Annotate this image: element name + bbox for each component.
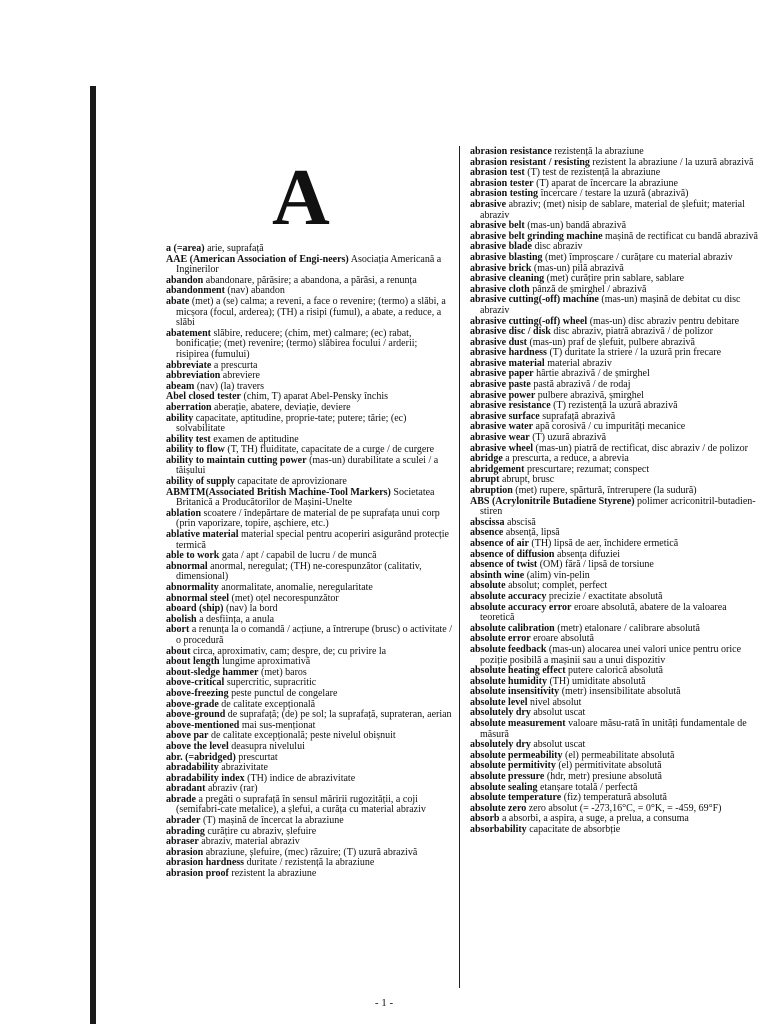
dictionary-entry bbox=[166, 414, 452, 435]
dictionary-entry bbox=[166, 329, 452, 361]
dictionary-entry bbox=[166, 255, 452, 276]
entry-definition: (met) curățire prin sablare, sablare bbox=[546, 273, 685, 285]
entry-definition: (OM) fără / lipsă de torsiune bbox=[539, 559, 654, 571]
entry-headword: abrasive belt grinding machine bbox=[470, 230, 603, 242]
entry-headword: ability of supply bbox=[166, 476, 235, 488]
entry-headword: abrasion resistance bbox=[470, 146, 552, 157]
entry-definition: nivel absolut bbox=[530, 696, 582, 708]
entry-headword: abrasion testing bbox=[470, 188, 539, 200]
dictionary-entry bbox=[470, 825, 758, 836]
entry-headword: abrasive cloth bbox=[470, 283, 530, 295]
entry-headword: about bbox=[166, 645, 191, 657]
entry-definition: (met) rupere, spărtură, întrerupere (la sudură) bbox=[515, 485, 697, 496]
entry-definition: (mas-un) pilă abrazivă bbox=[533, 262, 624, 274]
entry-definition: mașină de rectificat cu bandă abrazivă bbox=[605, 230, 758, 242]
entry-definition: abrupt, brusc bbox=[501, 474, 555, 486]
entry-headword: abradability index bbox=[166, 772, 245, 784]
entry-definition: (T) aparat de încercare la abraziune bbox=[536, 177, 678, 189]
entry-definition: pânză de șmirghel / abrazivă bbox=[532, 283, 647, 295]
entry-headword: abrasion hardness bbox=[166, 857, 245, 869]
entry-definition: (mas-un) disc abraziv pentru debitare bbox=[589, 315, 740, 327]
dictionary-entry bbox=[470, 295, 758, 316]
entry-definition: a pregăti o suprafață în sensul măririi rugozității, a coji (semifabri-cate metalice), a șlefui, a curăța cu material abraziv bbox=[176, 793, 426, 816]
entry-definition: a renunța la o comandă / acțiune, a întrerupe (brusc) o activitate / o procedură bbox=[176, 624, 453, 646]
entry-headword: abandon bbox=[166, 274, 204, 286]
entry-headword: aberration bbox=[166, 401, 212, 413]
entry-definition: a prescurta bbox=[213, 359, 258, 371]
entry-headword: abrader bbox=[166, 815, 201, 827]
entry-definition: (hdr, metr) presiune absolută bbox=[546, 771, 662, 783]
entry-definition: suprafață abrazivă bbox=[542, 410, 616, 422]
entry-definition: (metr) etalonare / calibrare absolută bbox=[557, 622, 700, 634]
entry-headword: abridge bbox=[470, 453, 503, 465]
entry-headword: absolute calibration bbox=[470, 622, 555, 634]
entry-headword: above-mentioned bbox=[166, 719, 240, 731]
entry-definition: eroare absolută, abatere de la valoarea teoretică bbox=[480, 601, 727, 624]
entry-headword: above-grade bbox=[166, 698, 219, 710]
entry-definition: abraziv, material abraziv bbox=[201, 836, 300, 848]
entry-definition: (nav) abandon bbox=[227, 285, 285, 297]
entry-headword: absolute accuracy bbox=[470, 590, 547, 602]
entry-definition: (el) permitivitate absolută bbox=[558, 760, 662, 772]
entry-definition: (mas-un) piatră de rectificat, disc abraziv / de polizor bbox=[535, 442, 748, 454]
entry-headword: absorb bbox=[470, 813, 500, 825]
entry-definition: etanșare totală / perfectă bbox=[540, 781, 638, 793]
entry-headword: AAE (American Association of Engi-neers) bbox=[166, 253, 349, 265]
entry-definition: rezistent la abraziune bbox=[231, 868, 317, 880]
entry-headword: absolutely dry bbox=[470, 739, 531, 751]
entry-headword: absolute feedback bbox=[470, 643, 547, 655]
entry-headword: absolute temperature bbox=[470, 792, 562, 804]
entry-definition: absolut uscat bbox=[533, 739, 586, 751]
entry-definition: a desființa, a anula bbox=[199, 613, 275, 625]
entry-headword: abrupt bbox=[470, 474, 500, 486]
entry-headword: abrasive paper bbox=[470, 368, 534, 380]
entry-definition: absența difuziei bbox=[556, 548, 620, 560]
entry-definition: prescurtat bbox=[238, 751, 278, 763]
dictionary-entry bbox=[166, 562, 452, 583]
entry-definition: disc abraziv, piatră abrazivă / de polizor bbox=[553, 326, 713, 338]
entry-definition: capacitate, aptitudine, proprie-tate; putere; tărie; (ec) solvabilitate bbox=[176, 412, 407, 435]
entry-definition: absență, lipsă bbox=[505, 527, 560, 539]
entry-headword: absolute heating effect bbox=[470, 665, 566, 677]
entry-headword: absolute bbox=[470, 580, 506, 592]
entry-definition: hârtie abrazivă / de șmirghel bbox=[536, 368, 650, 380]
entry-definition: circa, aproximativ, cam; despre, de; cu privire la bbox=[192, 645, 387, 657]
dictionary-entry bbox=[470, 497, 758, 518]
entry-definition: de calitate excepțională; peste nivelul obișnuit bbox=[211, 730, 396, 742]
entry-definition: (T) test de rezistență la abraziune bbox=[527, 167, 661, 179]
entry-definition: (mas-un) praf de șlefuit, pulbere abrazivă bbox=[529, 336, 695, 348]
entry-definition: rezistență la abraziune bbox=[554, 146, 644, 157]
entry-definition: aberație, abatere, deviație, deviere bbox=[214, 401, 351, 413]
entry-headword: abr. (=abridged) bbox=[166, 751, 236, 763]
entry-headword: ABMTM(Associated British Machine-Tool Markers) bbox=[166, 486, 391, 498]
entry-headword: abrasion test bbox=[470, 167, 525, 179]
entry-headword: abnormal bbox=[166, 560, 208, 572]
entry-definition: (TH) lipsă de aer, închidere ermetică bbox=[531, 537, 679, 549]
entry-definition: polimer acriconitril-butadien-stiren bbox=[480, 495, 756, 518]
entry-headword: about-sledge hammer bbox=[166, 666, 259, 678]
dictionary-entry bbox=[166, 488, 452, 509]
entry-headword: absolute zero bbox=[470, 802, 527, 814]
entry-headword: ability to flow bbox=[166, 444, 225, 456]
entry-headword: absolute humidity bbox=[470, 675, 547, 687]
entry-headword: abrade bbox=[166, 793, 196, 805]
dictionary-entry bbox=[470, 645, 758, 666]
entry-headword: abbreviate bbox=[166, 359, 212, 371]
entry-definition: a absorbi, a aspira, a suge, a prelua, a consuma bbox=[501, 813, 689, 825]
entry-headword: absence of twist bbox=[470, 559, 538, 571]
entry-definition: (TH) umiditate absolută bbox=[549, 675, 646, 687]
entry-definition: de suprafață; (de) pe sol; la suprafață, suprateran, aerian bbox=[227, 709, 452, 721]
entry-definition: peste punctul de congelare bbox=[231, 687, 338, 699]
dictionary-entry bbox=[166, 869, 452, 880]
entry-definition: absolut; complet, perfect bbox=[508, 580, 608, 592]
entry-definition: (T) mașină de încercat la abraziune bbox=[202, 815, 344, 827]
entry-definition: (nav) (la) travers bbox=[196, 380, 265, 392]
entry-headword: abrasive cutting(-off) machine bbox=[470, 294, 599, 306]
entry-definition: (TH) indice de abrazivitate bbox=[247, 772, 356, 784]
entry-headword: abrasive cutting(-off) wheel bbox=[470, 315, 588, 327]
entry-definition: anormalitate, anomalie, neregularitate bbox=[221, 582, 373, 593]
entry-headword: abatement bbox=[166, 327, 211, 339]
entry-headword: abrasive brick bbox=[470, 262, 532, 274]
entry-definition: (mas-un) alocarea unei valori unice pentru orice poziție posibilă a mașinii sau a unui dispozitiv bbox=[480, 643, 742, 666]
entry-headword: a (=area) bbox=[166, 243, 205, 254]
entry-definition: abraziv (rar) bbox=[207, 783, 258, 795]
page-number: - 1 - bbox=[374, 997, 394, 1009]
entry-definition: Societatea Britanică a Producătorilor de Mașini-Unelte bbox=[176, 486, 435, 509]
entry-definition: anormal, neregulat; (TH) ne-corespunzător (calitativ, dimensional) bbox=[176, 560, 422, 583]
entry-headword: above-freezing bbox=[166, 687, 229, 699]
entry-definition: abscisă bbox=[506, 516, 536, 528]
entry-headword: absence bbox=[470, 527, 504, 539]
entry-definition: absolut uscat bbox=[533, 707, 586, 719]
entry-definition: (met) oțel necorespunzător bbox=[231, 592, 339, 604]
entry-definition: (met) baros bbox=[261, 666, 307, 678]
entry-definition: pulbere abrazivă, șmirghel bbox=[537, 389, 644, 401]
entry-definition: eroare absolută bbox=[533, 633, 594, 645]
entry-headword: absence of diffusion bbox=[470, 548, 555, 560]
entry-headword: ability bbox=[166, 412, 194, 424]
entry-headword: ABS (Acrylonitrile Butadiene Styrene) bbox=[470, 495, 635, 507]
entry-definition: a prescurta, a reduce, a abrevia bbox=[505, 453, 629, 465]
entry-headword: abolish bbox=[166, 613, 197, 625]
dictionary-entry bbox=[166, 530, 452, 551]
entry-definition: rezistent la abraziune / la uzură abrazivă bbox=[592, 156, 754, 168]
entry-headword: absolute permitivity bbox=[470, 760, 556, 772]
entry-definition: slăbire, reducere; (chim, met) calmare; (ec) rabat, bonificație; (met) revenire; (termo) slăbirea focului / arderii; risipirea (fumului) bbox=[176, 327, 418, 360]
entry-headword: abnormal steel bbox=[166, 592, 230, 604]
entry-headword: abruption bbox=[470, 485, 513, 496]
entry-definition: curățire cu abraziv, șlefuire bbox=[207, 825, 317, 837]
entry-headword: absolute sealing bbox=[470, 781, 538, 793]
entry-definition: (met) împroșcare / curățare cu material abraziv bbox=[545, 251, 733, 263]
entry-headword: abradability bbox=[166, 762, 219, 774]
entry-headword: about length bbox=[166, 656, 220, 668]
entry-definition: lungime aproximativă bbox=[222, 656, 311, 668]
entry-headword: absence of air bbox=[470, 537, 529, 549]
entry-headword: ablation bbox=[166, 507, 202, 519]
entry-definition: (mas-un) bandă abrazivă bbox=[527, 220, 627, 232]
dictionary-entry bbox=[166, 509, 452, 530]
entry-definition: capacitate de aprovizionare bbox=[237, 476, 347, 488]
entry-headword: abrasive cleaning bbox=[470, 273, 545, 285]
entry-headword: abrasive water bbox=[470, 421, 534, 433]
entry-headword: abrasive resistance bbox=[470, 400, 551, 412]
entry-definition: material special pentru acoperiri asigurând protecție termică bbox=[176, 529, 449, 551]
entry-headword: abrasion tester bbox=[470, 177, 534, 189]
entry-definition: încercare / testare la uzură (abrazivă) bbox=[540, 188, 689, 200]
entry-headword: above-critical bbox=[166, 677, 225, 689]
entry-definition: examen de aptitudine bbox=[213, 433, 299, 445]
entry-definition: duritate / rezistență la abraziune bbox=[246, 857, 375, 869]
entry-headword: aboard (ship) bbox=[166, 603, 224, 615]
page-spine-bar bbox=[90, 86, 96, 1024]
entry-headword: absolute accuracy error bbox=[470, 601, 572, 613]
entry-headword: absorbability bbox=[470, 824, 527, 835]
entry-definition: deasupra nivelului bbox=[231, 740, 305, 752]
entry-headword: Abel closed tester bbox=[166, 391, 241, 403]
entry-headword: abrasive blade bbox=[470, 241, 532, 253]
entry-definition: Asociația Americană a Inginerilor bbox=[176, 253, 442, 276]
entry-headword: abnormality bbox=[166, 582, 219, 593]
section-letter: A bbox=[272, 154, 330, 242]
dictionary-entry bbox=[470, 719, 758, 740]
entry-headword: absinth wine bbox=[470, 569, 525, 581]
entry-headword: ability to maintain cutting power bbox=[166, 454, 307, 466]
entry-definition: zero absolut (= -273,16°C, = 0°K, = -459, 69°F) bbox=[528, 802, 722, 814]
entry-definition: precizie / exactitate absolută bbox=[548, 590, 663, 602]
right-column bbox=[470, 147, 758, 836]
entry-headword: abrasive disc / disk bbox=[470, 326, 551, 338]
entry-definition: pastă abrazivă / de rodaj bbox=[533, 379, 631, 391]
entry-definition: (T) duritate la striere / la uzură prin frecare bbox=[549, 347, 722, 359]
entry-headword: absolutely dry bbox=[470, 707, 531, 719]
dictionary-entry bbox=[166, 297, 452, 329]
entry-definition: abrazivitate bbox=[221, 762, 268, 774]
entry-headword: above the level bbox=[166, 740, 229, 752]
entry-headword: abandonment bbox=[166, 285, 225, 297]
entry-definition: (mas-un) durabilitate a sculei / a tăișului bbox=[176, 454, 439, 477]
entry-definition: disc abraziv bbox=[534, 241, 583, 253]
entry-headword: abscissa bbox=[470, 516, 505, 528]
entry-headword: abrasion bbox=[166, 846, 204, 858]
entry-headword: abrasive surface bbox=[470, 410, 540, 422]
entry-headword: absolute pressure bbox=[470, 771, 545, 783]
entry-definition: (T) rezistență la uzură abrazivă bbox=[553, 400, 678, 412]
entry-headword: abraser bbox=[166, 836, 199, 848]
entry-headword: abrasive power bbox=[470, 389, 536, 401]
left-column bbox=[166, 244, 452, 880]
entry-headword: abrasion proof bbox=[166, 868, 229, 880]
entry-definition: abraziv; (met) nisip de sablare, material de șlefuit; material abraziv bbox=[480, 198, 745, 221]
entry-definition: gata / apt / capabil de lucru / de muncă bbox=[221, 550, 377, 562]
entry-definition: (met) a (se) calma; a reveni, a face o revenire; (termo) a slăbi, a micșora (focul, arderea); (TH) a risipi (fumul), a abate, a reduce, a slăbi bbox=[176, 295, 446, 329]
entry-definition: abraziune, șlefuire, (mec) răzuire; (T) uzură abrazivă bbox=[205, 846, 418, 858]
entry-definition: arie, suprafață bbox=[207, 243, 264, 254]
entry-definition: (el) permeabilitate absolută bbox=[565, 749, 675, 761]
entry-definition: abreviere bbox=[222, 370, 260, 382]
entry-headword: abrasive wear bbox=[470, 432, 530, 444]
entry-definition: de calitate excepțională bbox=[221, 698, 316, 710]
entry-definition: prescurtare; rezumat; conspect bbox=[526, 463, 650, 475]
entry-headword: able to work bbox=[166, 550, 220, 562]
entry-headword: absolute insensitivity bbox=[470, 686, 560, 698]
entry-definition: capacitate de absorbție bbox=[529, 824, 621, 835]
entry-headword: abrasive hardness bbox=[470, 347, 547, 359]
entry-headword: abrasive belt bbox=[470, 220, 525, 232]
entry-definition: abandonare, părăsire; a abandona, a părăsi, a renunța bbox=[205, 274, 417, 286]
entry-headword: absolute level bbox=[470, 696, 528, 708]
entry-definition: (chim, T) aparat Abel-Pensky închis bbox=[243, 391, 388, 403]
entry-headword: abeam bbox=[166, 380, 195, 392]
entry-headword: abort bbox=[166, 624, 190, 636]
entry-headword: abrasive bbox=[470, 198, 507, 210]
entry-headword: abbreviation bbox=[166, 370, 221, 382]
entry-definition: putere calorică absolută bbox=[568, 665, 663, 677]
entry-definition: mai sus-menționat bbox=[241, 719, 316, 731]
entry-headword: abridgement bbox=[470, 463, 525, 475]
entry-headword: abrading bbox=[166, 825, 205, 837]
entry-headword: abate bbox=[166, 295, 190, 307]
entry-headword: above-ground bbox=[166, 709, 226, 721]
entry-headword: abrasive wheel bbox=[470, 442, 534, 454]
entry-definition: (alim) vin-pelin bbox=[526, 569, 590, 581]
entry-headword: abrasion resistant / resisting bbox=[470, 156, 590, 168]
entry-headword: abrasive material bbox=[470, 357, 545, 369]
dictionary-entry bbox=[166, 625, 452, 646]
entry-headword: abradant bbox=[166, 783, 206, 795]
entry-headword: ability test bbox=[166, 433, 211, 445]
entry-definition: (mas-un) mașină de debitat cu disc abraziv bbox=[480, 294, 741, 316]
entry-headword: absolute permeability bbox=[470, 749, 563, 761]
column-divider bbox=[459, 146, 460, 988]
entry-headword: ablative material bbox=[166, 529, 239, 541]
entry-headword: absolute measurement bbox=[470, 718, 566, 730]
entry-headword: absolute error bbox=[470, 633, 531, 645]
entry-definition: valoare măsu-rată în unități fundamentale de măsură bbox=[480, 718, 747, 740]
entry-definition: apă corosivă / cu impurități mecanice bbox=[535, 421, 686, 433]
entry-headword: abrasive paste bbox=[470, 379, 531, 391]
entry-definition: (T) uzură abrazivă bbox=[532, 432, 607, 444]
dictionary-entry bbox=[470, 200, 758, 221]
entry-headword: abrasive dust bbox=[470, 336, 527, 348]
entry-definition: material abraziv bbox=[547, 357, 612, 369]
entry-definition: (fiz) temperatură absolută bbox=[563, 792, 667, 804]
entry-definition: (metr) insensibilitate absolută bbox=[561, 686, 681, 698]
entry-definition: scoatere / îndepărtare de material de pe suprafața unui corp (prin vaporizare, topire, așchiere, etc.) bbox=[176, 507, 440, 530]
entry-definition: (nav) la bord bbox=[226, 603, 278, 615]
entry-headword: abrasive blasting bbox=[470, 251, 543, 263]
dictionary-entry bbox=[166, 795, 452, 816]
entry-definition: (T, TH) fluiditate, capacitate de a curge / de curgere bbox=[227, 444, 435, 456]
dictionary-entry bbox=[470, 603, 758, 624]
entry-definition: supercritic, supracritic bbox=[226, 677, 317, 689]
dictionary-entry bbox=[166, 456, 452, 477]
entry-headword: above par bbox=[166, 730, 209, 742]
